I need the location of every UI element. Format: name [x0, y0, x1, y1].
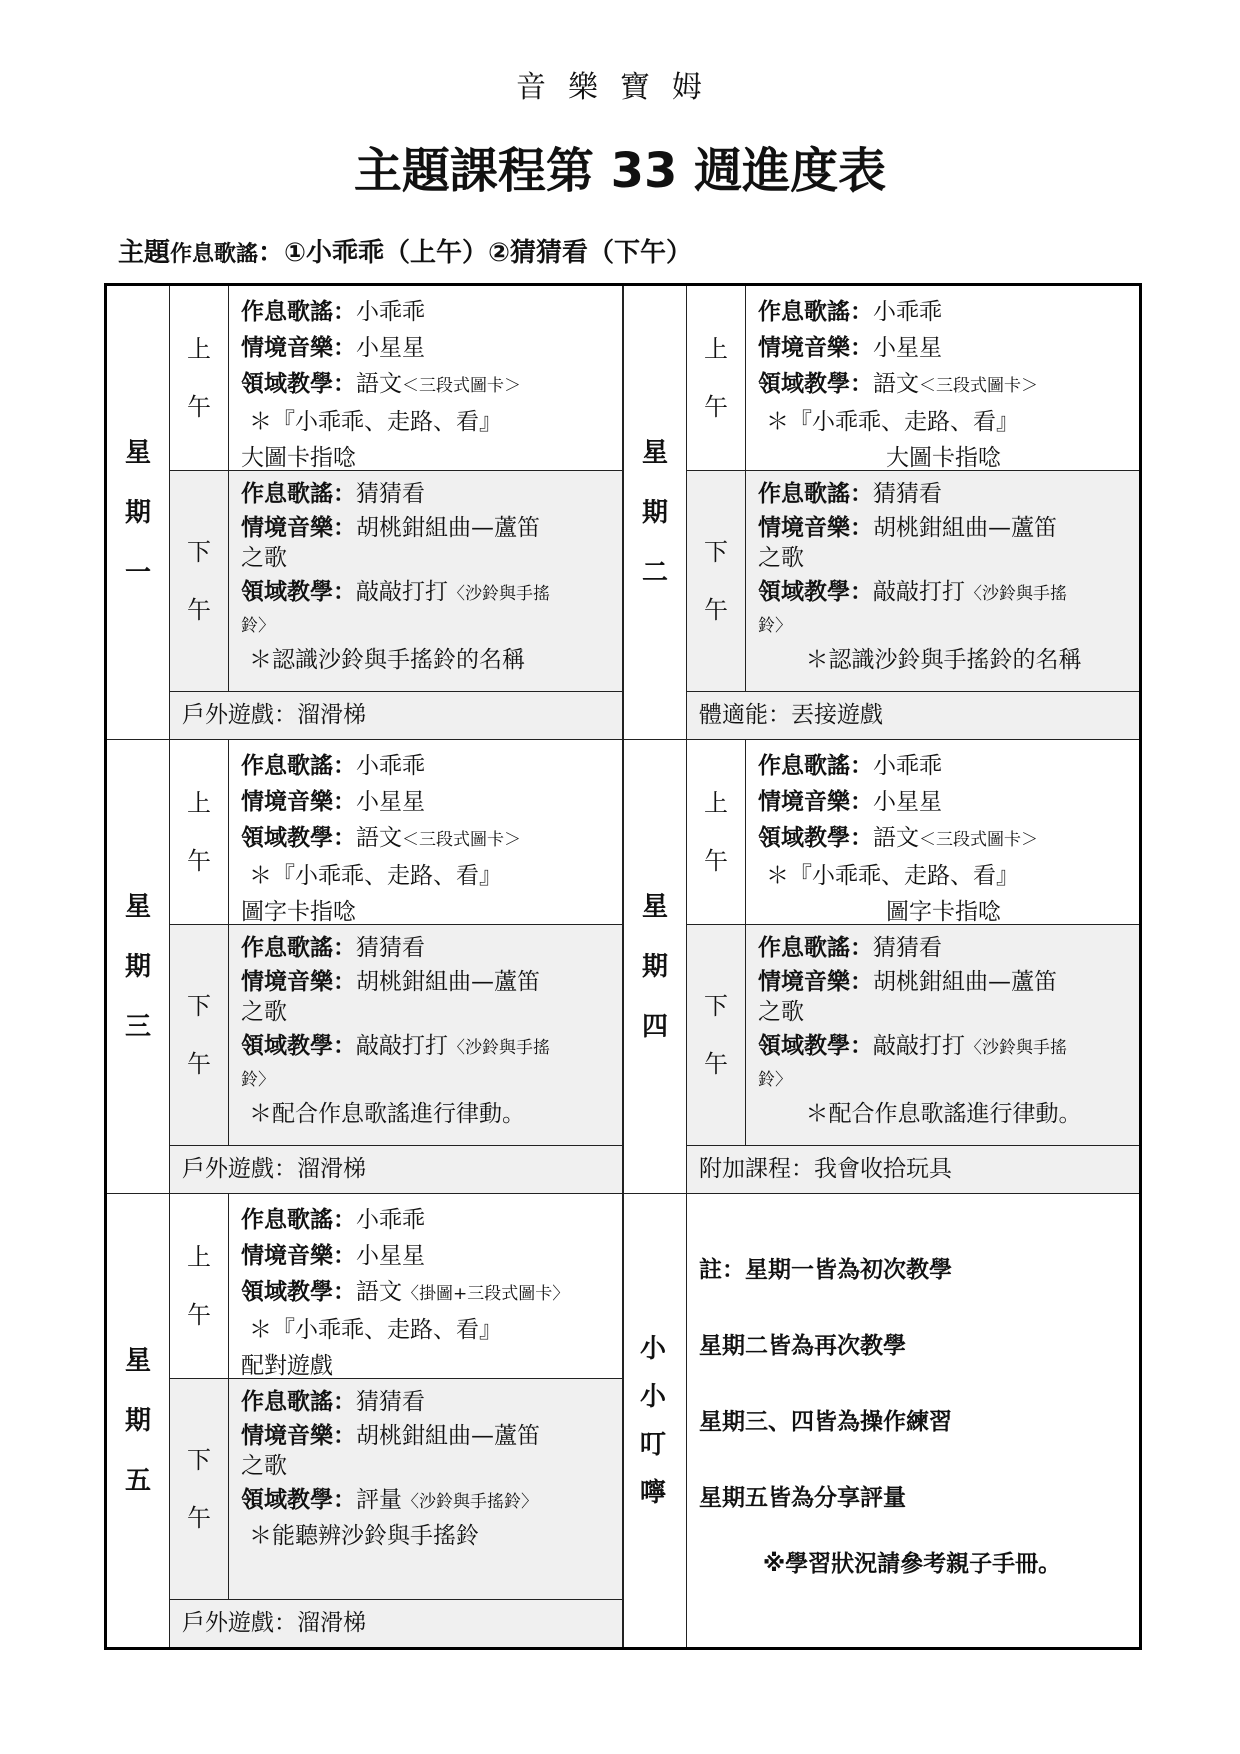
afternoon-session — [687, 471, 1139, 692]
note-footer: ※學習狀況請參考親子手冊。 — [762, 1551, 1062, 1577]
schedule-row — [107, 286, 1139, 739]
schedule-row — [107, 1193, 1139, 1647]
day-label: 星期二 — [624, 286, 687, 739]
theme-small-label: 作息歌謠 — [170, 242, 259, 267]
note-line: 星期三、四皆為操作練習 — [699, 1409, 952, 1435]
session-content: 作息歌謠：小乖乖 情境音樂：小星星 領域教學：語文＜三段式圖卡＞ ＊『小乖乖、走路、看』 大圖卡指唸 — [758, 299, 1038, 470]
school-name: 音樂寶姆 — [516, 70, 724, 105]
notes-label: 小小叮嚀 — [624, 1194, 687, 1647]
note-line: 註：星期一皆為初次教學 — [699, 1257, 952, 1283]
page-title: 主題課程第 33 週進度表 — [353, 143, 887, 199]
day-block — [107, 1194, 622, 1647]
notes-block — [622, 1194, 1139, 1647]
activity-footer: 體適能：丟接遊戲 — [687, 692, 1139, 739]
session-content: 作息歌謠：小乖乖 情境音樂：小星星 領域教學：語文＜三段式圖卡＞ ＊『小乖乖、走路、看』 圖字卡指唸 — [758, 753, 1038, 924]
activity-footer: 戶外遊戲：溜滑梯 — [170, 1146, 622, 1193]
day-label: 星期三 — [107, 740, 170, 1193]
period-pm: 下午 — [170, 471, 229, 691]
afternoon-session — [170, 925, 622, 1146]
afternoon-session — [170, 1379, 622, 1600]
note-line: 星期五皆為分享評量 — [699, 1485, 906, 1511]
notes-content — [687, 1194, 1139, 1647]
session-content: 作息歌謠：小乖乖 情境音樂：小星星 領域教學：語文〈掛圖+三段式圖卡〉 ＊『小乖乖、走路、看』 配對遊戲 — [241, 1207, 570, 1378]
theme-label: 主題 — [118, 238, 171, 268]
period-pm: 下午 — [170, 925, 229, 1145]
session-content: 作息歌謠：猜猜看 情境音樂：胡桃鉗組曲—蘆笛之歌 領域教學：敲敲打打〈沙鈴與手搖鈴〉 ＊認識沙鈴與手搖鈴的名稱 — [758, 481, 1082, 673]
afternoon-session — [687, 925, 1139, 1146]
period-pm: 下午 — [170, 1379, 229, 1599]
period-am: 上午 — [687, 286, 746, 470]
day-label: 星期五 — [107, 1194, 170, 1647]
morning-session — [170, 286, 622, 471]
session-content: 作息歌謠：猜猜看 情境音樂：胡桃鉗組曲—蘆笛之歌 領域教學：敲敲打打〈沙鈴與手搖鈴〉 ＊認識沙鈴與手搖鈴的名稱 — [241, 481, 550, 673]
theme-line — [118, 232, 692, 269]
morning-session — [170, 1194, 622, 1379]
schedule-row — [107, 739, 1139, 1193]
period-am: 上午 — [170, 1194, 229, 1378]
theme-value: ：①小乖乖（上午）②猜猜看（下午） — [258, 238, 693, 268]
session-content: 作息歌謠：猜猜看 情境音樂：胡桃鉗組曲—蘆笛之歌 領域教學：敲敲打打〈沙鈴與手搖鈴〉 ＊配合作息歌謠進行律動。 — [241, 935, 550, 1127]
period-pm: 下午 — [687, 925, 746, 1145]
morning-session — [687, 286, 1139, 471]
activity-footer: 戶外遊戲：溜滑梯 — [170, 692, 622, 739]
session-content: 作息歌謠：小乖乖 情境音樂：小星星 領域教學：語文＜三段式圖卡＞ ＊『小乖乖、走路、看』 大圖卡指唸 — [241, 299, 521, 470]
session-content: 作息歌謠：猜猜看 情境音樂：胡桃鉗組曲—蘆笛之歌 領域教學：評量〈沙鈴與手搖鈴〉 ＊能聽辨沙鈴與手搖鈴 — [241, 1389, 540, 1549]
period-am: 上午 — [170, 286, 229, 470]
note-line: 星期二皆為再次教學 — [699, 1333, 906, 1359]
period-am: 上午 — [170, 740, 229, 924]
day-block — [622, 740, 1139, 1193]
schedule-table — [104, 283, 1142, 1650]
day-block — [107, 740, 622, 1193]
activity-footer: 附加課程：我會收拾玩具 — [687, 1146, 1139, 1193]
period-pm: 下午 — [687, 471, 746, 691]
morning-session — [687, 740, 1139, 925]
day-block — [622, 286, 1139, 739]
day-label: 星期一 — [107, 286, 170, 739]
session-content: 作息歌謠：小乖乖 情境音樂：小星星 領域教學：語文＜三段式圖卡＞ ＊『小乖乖、走路、看』 圖字卡指唸 — [241, 753, 521, 924]
activity-footer: 戶外遊戲：溜滑梯 — [170, 1600, 622, 1647]
session-content: 作息歌謠：猜猜看 情境音樂：胡桃鉗組曲—蘆笛之歌 領域教學：敲敲打打〈沙鈴與手搖鈴〉 ＊配合作息歌謠進行律動。 — [758, 935, 1082, 1127]
morning-session — [170, 740, 622, 925]
period-am: 上午 — [687, 740, 746, 924]
afternoon-session — [170, 471, 622, 692]
day-label: 星期四 — [624, 740, 687, 1193]
day-block — [107, 286, 622, 739]
